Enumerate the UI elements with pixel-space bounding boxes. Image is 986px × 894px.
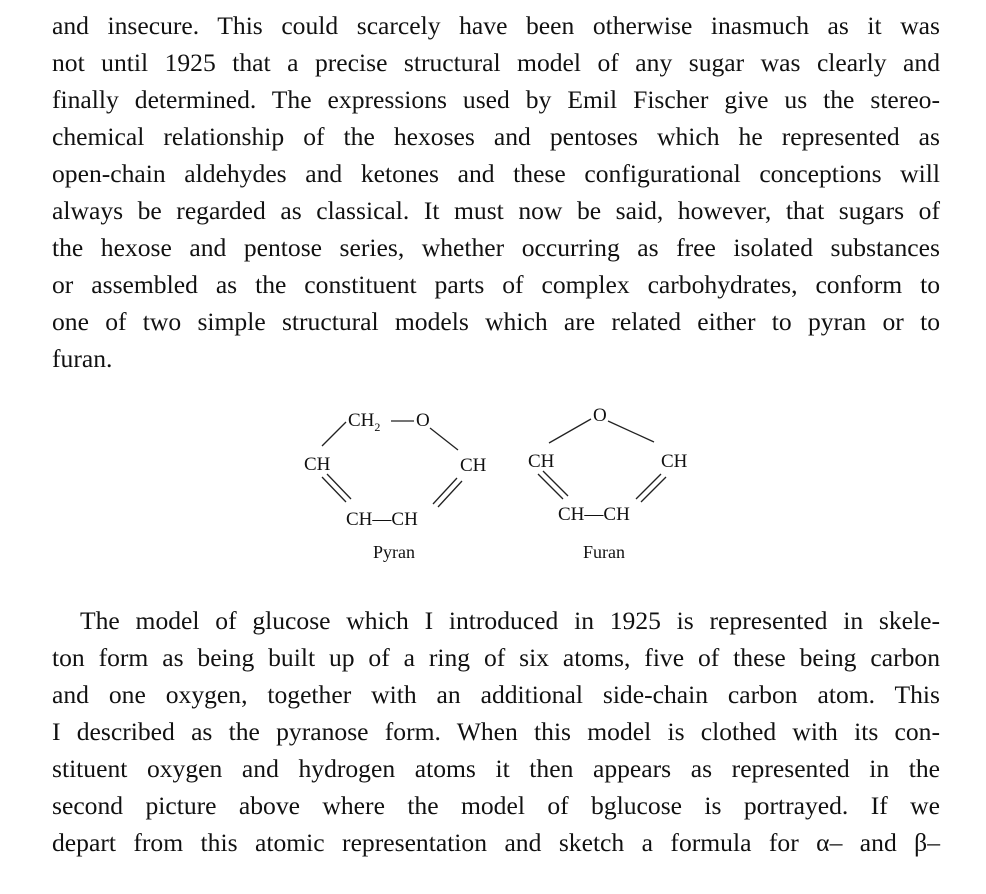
pyran-oxygen-label: O xyxy=(416,410,430,431)
text-line: or assembled as the constituent parts of complex carbohydrates, conform to xyxy=(52,270,940,299)
text-line: one of two simple structural models which are related either to pyran or to xyxy=(52,307,940,336)
furan-right-ch-label: CH xyxy=(661,451,688,472)
furan-bond-o-left xyxy=(549,419,591,443)
chemical-structures-figure xyxy=(280,392,720,577)
text-line: The model of glucose which I introduced in 1925 is represented in skele- xyxy=(80,606,940,635)
text-line: second picture above where the model of bglucose is portrayed. If we xyxy=(52,791,940,820)
text-line: open-chain aldehydes and ketones and these configurational conceptions will xyxy=(52,159,940,188)
text-line: always be regarded as classical. It must now be said, however, that sugars of xyxy=(52,196,940,225)
paragraph-intro xyxy=(52,7,940,377)
furan-left-ch-label: CH xyxy=(528,451,555,472)
text-line: ton form as being built up of a ring of six atoms, five of these being carbon xyxy=(52,643,940,672)
pyran-right-ch-label: CH xyxy=(460,455,487,476)
pyran-caption: Pyran xyxy=(373,542,415,562)
text-line: and one oxygen, together with an additional side-chain carbon atom. This xyxy=(52,680,940,709)
furan-structure xyxy=(528,405,688,562)
structures-svg xyxy=(280,392,720,577)
furan-caption: Furan xyxy=(583,542,625,562)
paragraph-glucose-model xyxy=(52,602,940,861)
furan-bottom-label: CH—CH xyxy=(558,504,630,525)
furan-oxygen-label: O xyxy=(593,405,607,426)
pyran-left-ch-label: CH xyxy=(304,454,331,475)
pyran-bottom-label: CH—CH xyxy=(346,509,418,530)
text-line: stituent oxygen and hydrogen atoms it then appears as represented in the xyxy=(52,754,940,783)
text-line: and insecure. This could scarcely have been otherwise inasmuch as it was xyxy=(52,11,940,40)
furan-bond-o-right xyxy=(608,421,654,442)
pyran-structure xyxy=(304,410,487,562)
text-line: depart from this atomic representation and sketch a formula for α– and β– xyxy=(52,828,940,857)
text-line: not until 1925 that a precise structural model of any sugar was clearly and xyxy=(52,48,940,77)
text-line: furan. xyxy=(52,344,113,373)
pyran-ch2-label: $CH_2$ xyxy=(348,410,381,434)
pyran-bond-o-right xyxy=(430,428,458,450)
text-line: finally determined. The expressions used by Emil Fischer give us the stereo- xyxy=(52,85,940,114)
text-line: chemical relationship of the hexoses and pentoses which he represented as xyxy=(52,122,940,151)
text-line: the hexose and pentose series, whether occurring as free isolated substances xyxy=(52,233,940,262)
text-line: I described as the pyranose form. When this model is clothed with its con- xyxy=(52,717,940,746)
pyran-bond-ch2-left xyxy=(322,422,346,446)
